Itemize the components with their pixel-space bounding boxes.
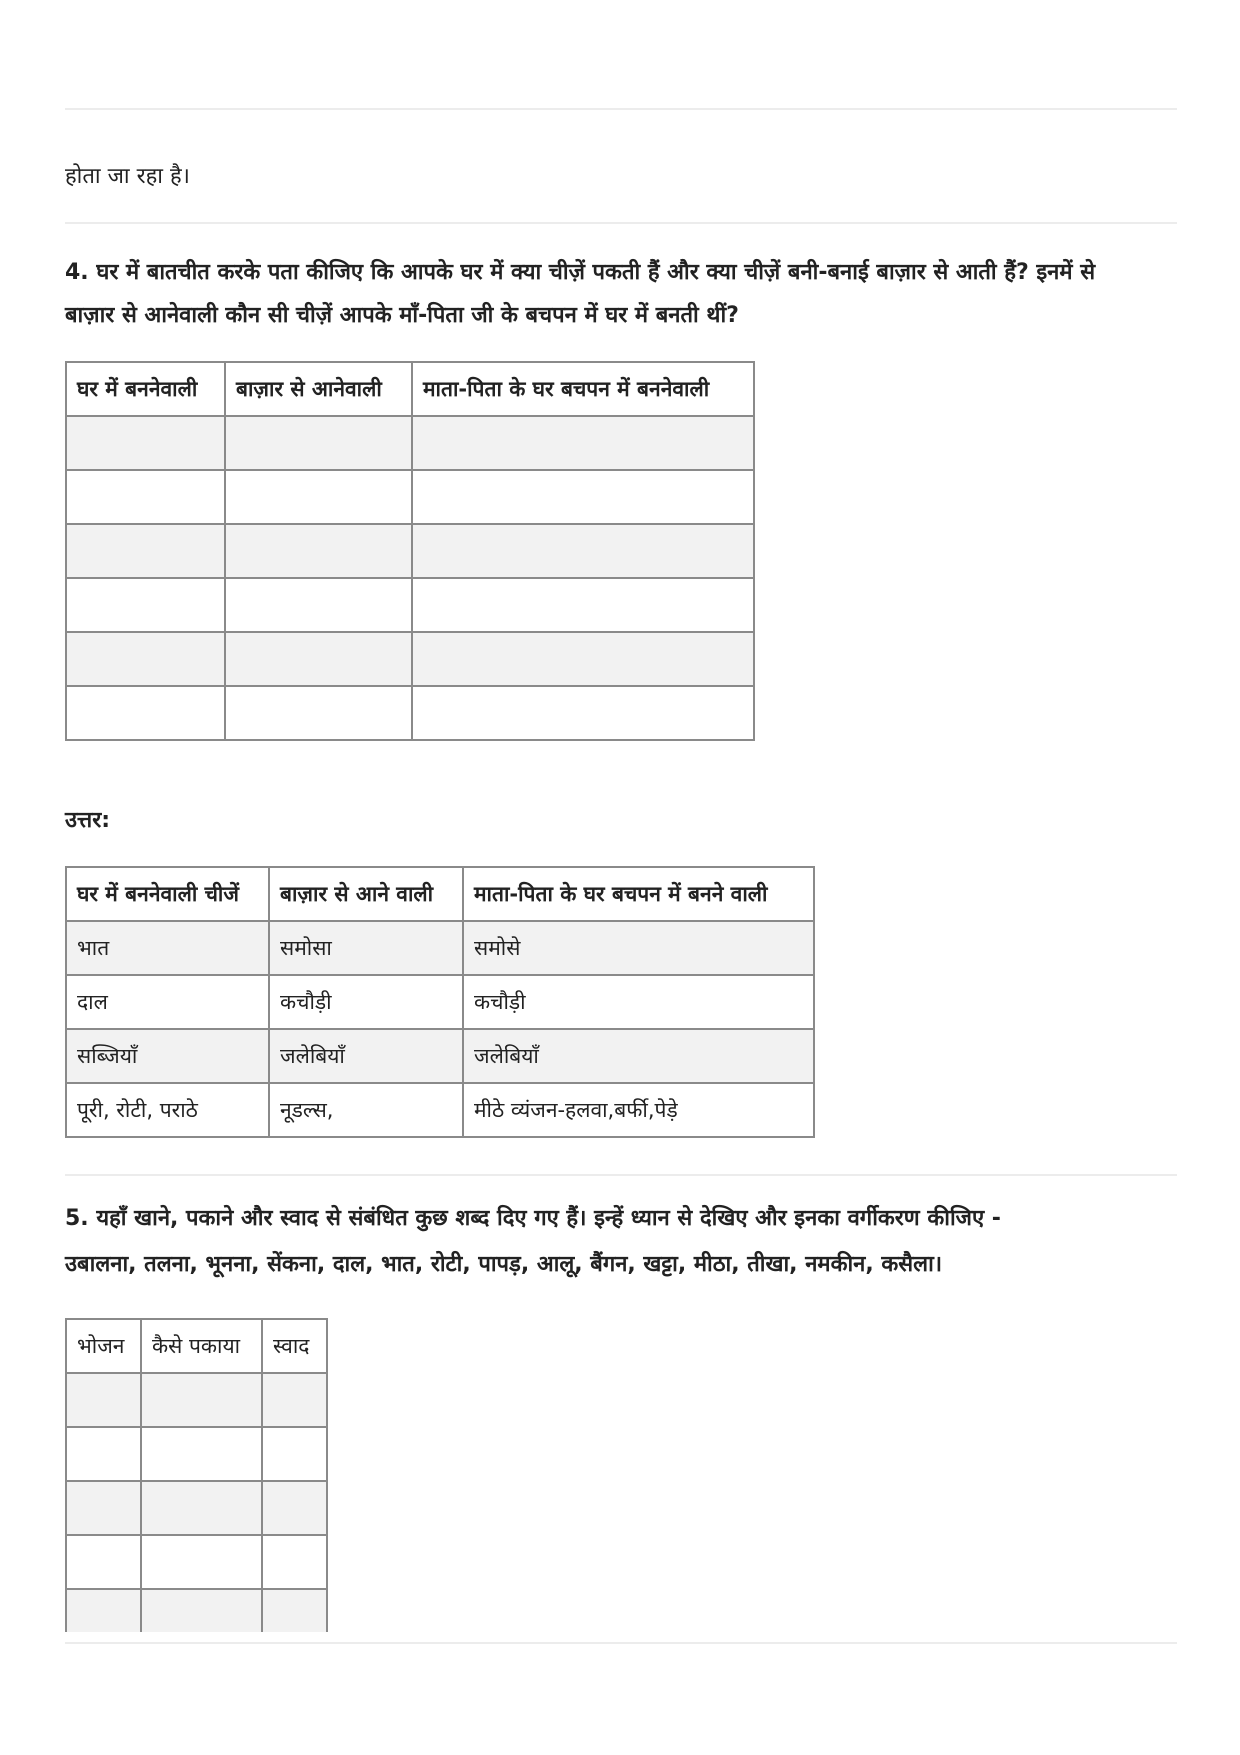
table-cell [66, 470, 225, 524]
table-cell: दाल [66, 975, 269, 1029]
answer-label: उत्तर: [65, 808, 111, 833]
table-cell: समोसा [269, 921, 463, 975]
table-cell [262, 1535, 327, 1589]
table-cell [262, 1481, 327, 1535]
table-row [66, 524, 754, 578]
table-cell: पूरी, रोटी, पराठे [66, 1083, 269, 1137]
divider [65, 222, 1177, 224]
answer-table [65, 866, 815, 1138]
table-cell: सब्जियाँ [66, 1029, 269, 1083]
table-cell [66, 1373, 141, 1427]
question-4-line-1: 4. घर में बातचीत करके पता कीजिए कि आपके घर में क्या चीज़ें पकती हैं और क्या चीज़ें बनी-बनाई बाज़ार से आती हैं? इनमें से [65, 260, 1096, 285]
table-cell [412, 524, 754, 578]
table-cell [141, 1373, 262, 1427]
table-header: स्वाद [262, 1319, 327, 1373]
table-cell: जलेबियाँ [269, 1029, 463, 1083]
table-cell [412, 416, 754, 470]
table-cell: जलेबियाँ [463, 1029, 814, 1083]
table-row [66, 1029, 814, 1083]
table-header: घर में बननेवाली चीजें [66, 867, 269, 921]
table-cell [262, 1373, 327, 1427]
table-header: माता-पिता के घर बचपन में बननेवाली [412, 362, 754, 416]
table-cell [141, 1589, 262, 1632]
intro-line: होता जा रहा है। [65, 164, 191, 189]
table-header: माता-पिता के घर बचपन में बनने वाली [463, 867, 814, 921]
bottom-divider [65, 1642, 1177, 1644]
table-cell [66, 1535, 141, 1589]
table-header-row [66, 1319, 327, 1373]
table-row [66, 975, 814, 1029]
question-5-line-2: उबालना, तलना, भूनना, सेंकना, दाल, भात, रोटी, पापड़, आलू, बैंगन, खट्टा, मीठा, तीखा, नमकीन, कसैला। [65, 1252, 943, 1277]
table-cell [66, 578, 225, 632]
table-row [66, 1427, 327, 1481]
table-row [66, 1083, 814, 1137]
question-4-line-2: बाज़ार से आनेवाली कौन सी चीज़ें आपके माँ-पिता जी के बचपन में घर में बनती थीं? [65, 303, 739, 328]
table-row [66, 416, 754, 470]
divider [65, 1174, 1177, 1176]
table-cell [66, 1589, 141, 1632]
question-5-line-1: 5. यहाँ खाने, पकाने और स्वाद से संबंधित कुछ शब्द दिए गए हैं। इन्हें ध्यान से देखिए और इनका वर्गीकरण कीजिए - [65, 1206, 1001, 1231]
table-header: भोजन [66, 1319, 141, 1373]
table-cell [412, 632, 754, 686]
table-cell: कचौड़ी [269, 975, 463, 1029]
table-cell [66, 1481, 141, 1535]
table-header-row [66, 867, 814, 921]
table-cell [225, 632, 412, 686]
table-cell [412, 470, 754, 524]
table-cell [225, 686, 412, 740]
top-divider [65, 108, 1177, 110]
table-row [66, 1373, 327, 1427]
table-cell [262, 1589, 327, 1632]
table-row [66, 1481, 327, 1535]
question-4-table [65, 361, 755, 741]
table-row [66, 470, 754, 524]
table-header: बाज़ार से आनेवाली [225, 362, 412, 416]
table-cell [141, 1481, 262, 1535]
table-cell [66, 416, 225, 470]
table-cell [225, 578, 412, 632]
table-cell: समोसे [463, 921, 814, 975]
table-header: कैसे पकाया [141, 1319, 262, 1373]
table-header: घर में बननेवाली [66, 362, 225, 416]
table-cell [225, 470, 412, 524]
table-row [66, 578, 754, 632]
table-cell [66, 1427, 141, 1481]
table-header-row [66, 362, 754, 416]
table-row [66, 1535, 327, 1589]
table-cell: नूडल्स, [269, 1083, 463, 1137]
table-cell [262, 1427, 327, 1481]
table-row [66, 632, 754, 686]
table-row [66, 921, 814, 975]
table-cell [141, 1535, 262, 1589]
table-cell [66, 524, 225, 578]
table-cell [66, 686, 225, 740]
table-cell [412, 686, 754, 740]
table-cell: कचौड़ी [463, 975, 814, 1029]
table-row [66, 686, 754, 740]
table-cell [225, 416, 412, 470]
table-cell [225, 524, 412, 578]
question-5-table-wrapper [65, 1318, 328, 1632]
table-cell: मीठे व्यंजन-हलवा,बर्फी,पेड़े [463, 1083, 814, 1137]
table-cell [412, 578, 754, 632]
question-5-table [65, 1318, 328, 1632]
table-header: बाज़ार से आने वाली [269, 867, 463, 921]
table-cell: भात [66, 921, 269, 975]
table-row [66, 1589, 327, 1632]
table-cell [66, 632, 225, 686]
table-cell [141, 1427, 262, 1481]
